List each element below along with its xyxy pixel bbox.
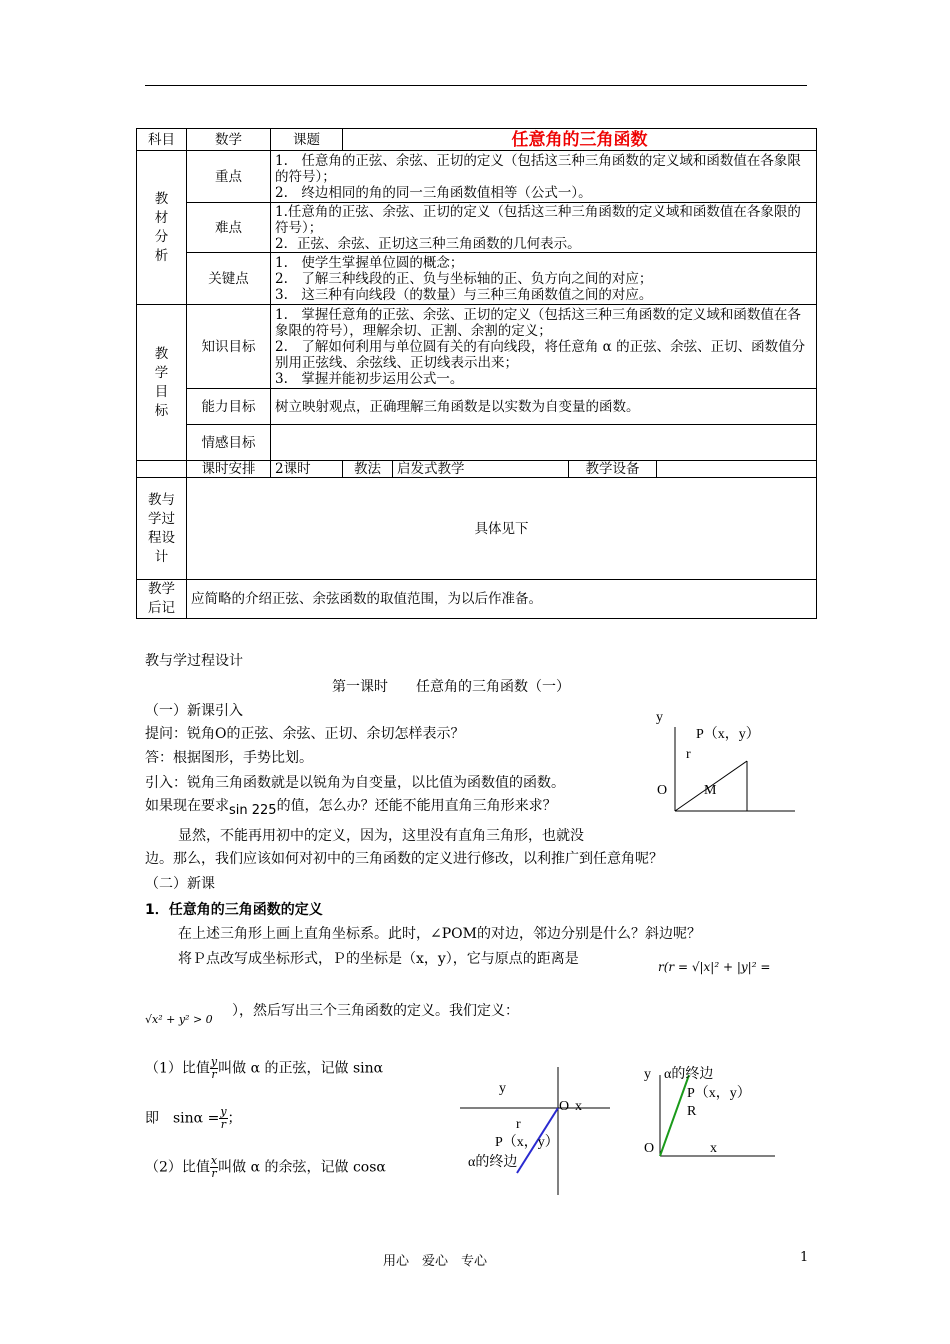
crucial-label: 关键点 xyxy=(187,253,271,305)
fig2-label-x: x xyxy=(575,1099,582,1114)
equipment-value xyxy=(657,461,817,478)
question-text: 提问：锐角Ο的正弦、余弦、正切、余切怎样表示？ xyxy=(145,726,465,742)
fig1-label-m: M xyxy=(704,783,717,798)
paragraph-4: ），然后写出三个三角函数的定义。我们定义： xyxy=(232,1003,519,1019)
notes-content: 应简略的介绍正弦、余弦函数的取值范围，为以后作准备。 xyxy=(187,580,817,619)
fig3-label-o: O xyxy=(644,1141,655,1156)
equipment-label: 教学设备 xyxy=(569,461,657,478)
section-title: 教与学过程设计 xyxy=(145,653,243,669)
goals-label: 教 学 目 标 xyxy=(137,305,187,461)
def-cosine: （2）比值 $\frac{x}{r}$ 叫做 α 的余弦，记做 cosα xyxy=(145,1154,386,1180)
def-sine: （1）比值 $\frac{y}{r}$ 叫做 α 的正弦，记做 sinα xyxy=(145,1055,384,1081)
process-content: 具体见下 xyxy=(187,478,817,580)
definition-heading: 1．任意角的三角函数的定义 xyxy=(145,902,323,918)
knowledge-goal-content: 1. 掌握任意角的正弦、余弦、正切的定义（包括这三种三角函数的定义域和函数值在各象限的符号），理解余切、正割、余割的定义； 2. 了解如何利用与单位圆有关的有向线段，将任意角 α 的正弦、余弦、正切、函数值分别用正弦线、余弦线、正切线表示出来； 3. 掌握并能初步运用公式一。 xyxy=(271,305,817,389)
sin225-formula: sin 225 xyxy=(229,803,277,818)
topic-label: 课题 xyxy=(271,129,343,151)
figure-first-quadrant xyxy=(640,1060,780,1160)
emotion-goal-content xyxy=(271,425,817,461)
def-sine-eq: 即 sinα = $\frac{y}{r}$ ； xyxy=(145,1105,242,1131)
key-point-label: 重点 xyxy=(187,151,271,203)
subject-value: 数学 xyxy=(187,129,271,151)
fig3-label-y: y xyxy=(644,1067,651,1082)
fig3-label-terminal: α的终边 xyxy=(664,1067,714,1082)
fig1-label-y: y xyxy=(656,710,663,725)
fig1-label-r: r xyxy=(686,747,691,762)
header-rule xyxy=(145,85,807,86)
schedule-hours: 2课时 xyxy=(271,461,343,478)
page-number: 1 xyxy=(800,1250,809,1265)
fig2-label-p: P（x，y） xyxy=(495,1135,559,1150)
subject-label: 科目 xyxy=(137,129,187,151)
fig3-label-r: R xyxy=(687,1104,697,1119)
schedule-blank xyxy=(137,461,187,478)
method-value: 启发式教学 xyxy=(393,461,569,478)
answer-text: 答：根据图形，手势比划。 xyxy=(145,750,313,766)
paragraph-1b: 边。那么，我们应该如何对初中的三角函数的定义进行修改，以利推广到任意角呢？ xyxy=(145,851,663,867)
notes-label: 教学 后记 xyxy=(137,580,187,619)
lead-text-1: 引入：锐角三角函数就是以锐角为自变量，以比值为函数值的函数。 xyxy=(145,775,565,791)
lesson-title: 第一课时 任意角的三角函数（一） xyxy=(332,679,570,695)
method-label: 教法 xyxy=(343,461,393,478)
schedule-label: 课时安排 xyxy=(187,461,271,478)
knowledge-goal-label: 知识目标 xyxy=(187,305,271,389)
fig2-label-o: O xyxy=(559,1099,570,1114)
footer-motto: 用心 爱心 专心 xyxy=(383,1254,488,1269)
key-point-content: 1. 任意角的正弦、余弦、正切的定义（包括这三种三角函数的定义域和函数值在各象限的符号）； 2. 终边相同的角的同一三角函数值相等（公式一）。 xyxy=(271,151,817,203)
lead-text-2: 如果现在要求sin 225的值，怎么办？还能不能用直角三角形来求？ xyxy=(145,798,557,818)
crucial-content: 1. 使学生掌握单位圆的概念； 2. 了解三种线段的正、负与坐标轴的正、负方向之间的对应； 3. 这三种有向线段（的数量）与三种三角函数值之间的对应。 xyxy=(271,253,817,305)
analysis-label: 教 材 分 析 xyxy=(137,151,187,305)
fig1-label-o: O xyxy=(657,783,668,798)
paragraph-1a: 显然，不能再用初中的定义，因为，这里没有直角三角形，也就没 xyxy=(178,828,584,844)
ability-goal-label: 能力目标 xyxy=(187,389,271,425)
fig2-label-terminal: α的终边 xyxy=(468,1155,518,1170)
difficulty-content: 1.任意角的正弦、余弦、正切的定义（包括这三种三角函数的定义域和函数值在各象限的符号）； 2．正弦、余弦、正切这三种三角函数的几何表示。 xyxy=(271,203,817,253)
topic-title: 任意角的三角函数 xyxy=(343,129,817,151)
figure-third-quadrant xyxy=(455,1065,615,1200)
fig3-terminal-side xyxy=(660,1075,689,1156)
fig2-label-r: r xyxy=(516,1117,521,1132)
formula-r2: √x² + y² > 0 xyxy=(145,1013,213,1026)
ability-goal-content: 树立映射观点，正确理解三角函数是以实数为自变量的函数。 xyxy=(271,389,817,425)
paragraph-3: 将Ｐ点改写成坐标形式，Ｐ的坐标是（x，y），它与原点的距离是 xyxy=(178,951,579,967)
formula-r: r(r = √|x|² + |y|² = xyxy=(658,960,771,974)
fig3-label-p: P（x，y） xyxy=(687,1086,751,1101)
new-lesson-heading: （二）新课 xyxy=(145,876,215,892)
difficulty-label: 难点 xyxy=(187,203,271,253)
lesson-plan-table xyxy=(136,128,817,619)
fig2-label-y: y xyxy=(499,1081,506,1096)
emotion-goal-label: 情感目标 xyxy=(187,425,271,461)
paragraph-2: 在上述三角形上画上直角坐标系。此时，∠POM的对边，邻边分别是什么？斜边呢？ xyxy=(178,926,701,942)
fig1-label-p: P（x，y） xyxy=(696,727,760,742)
figure-right-triangle xyxy=(650,705,800,825)
intro-heading: （一）新课引入 xyxy=(145,703,243,719)
fig3-label-x: x xyxy=(710,1141,717,1156)
process-label: 教与 学过 程设 计 xyxy=(137,478,187,580)
